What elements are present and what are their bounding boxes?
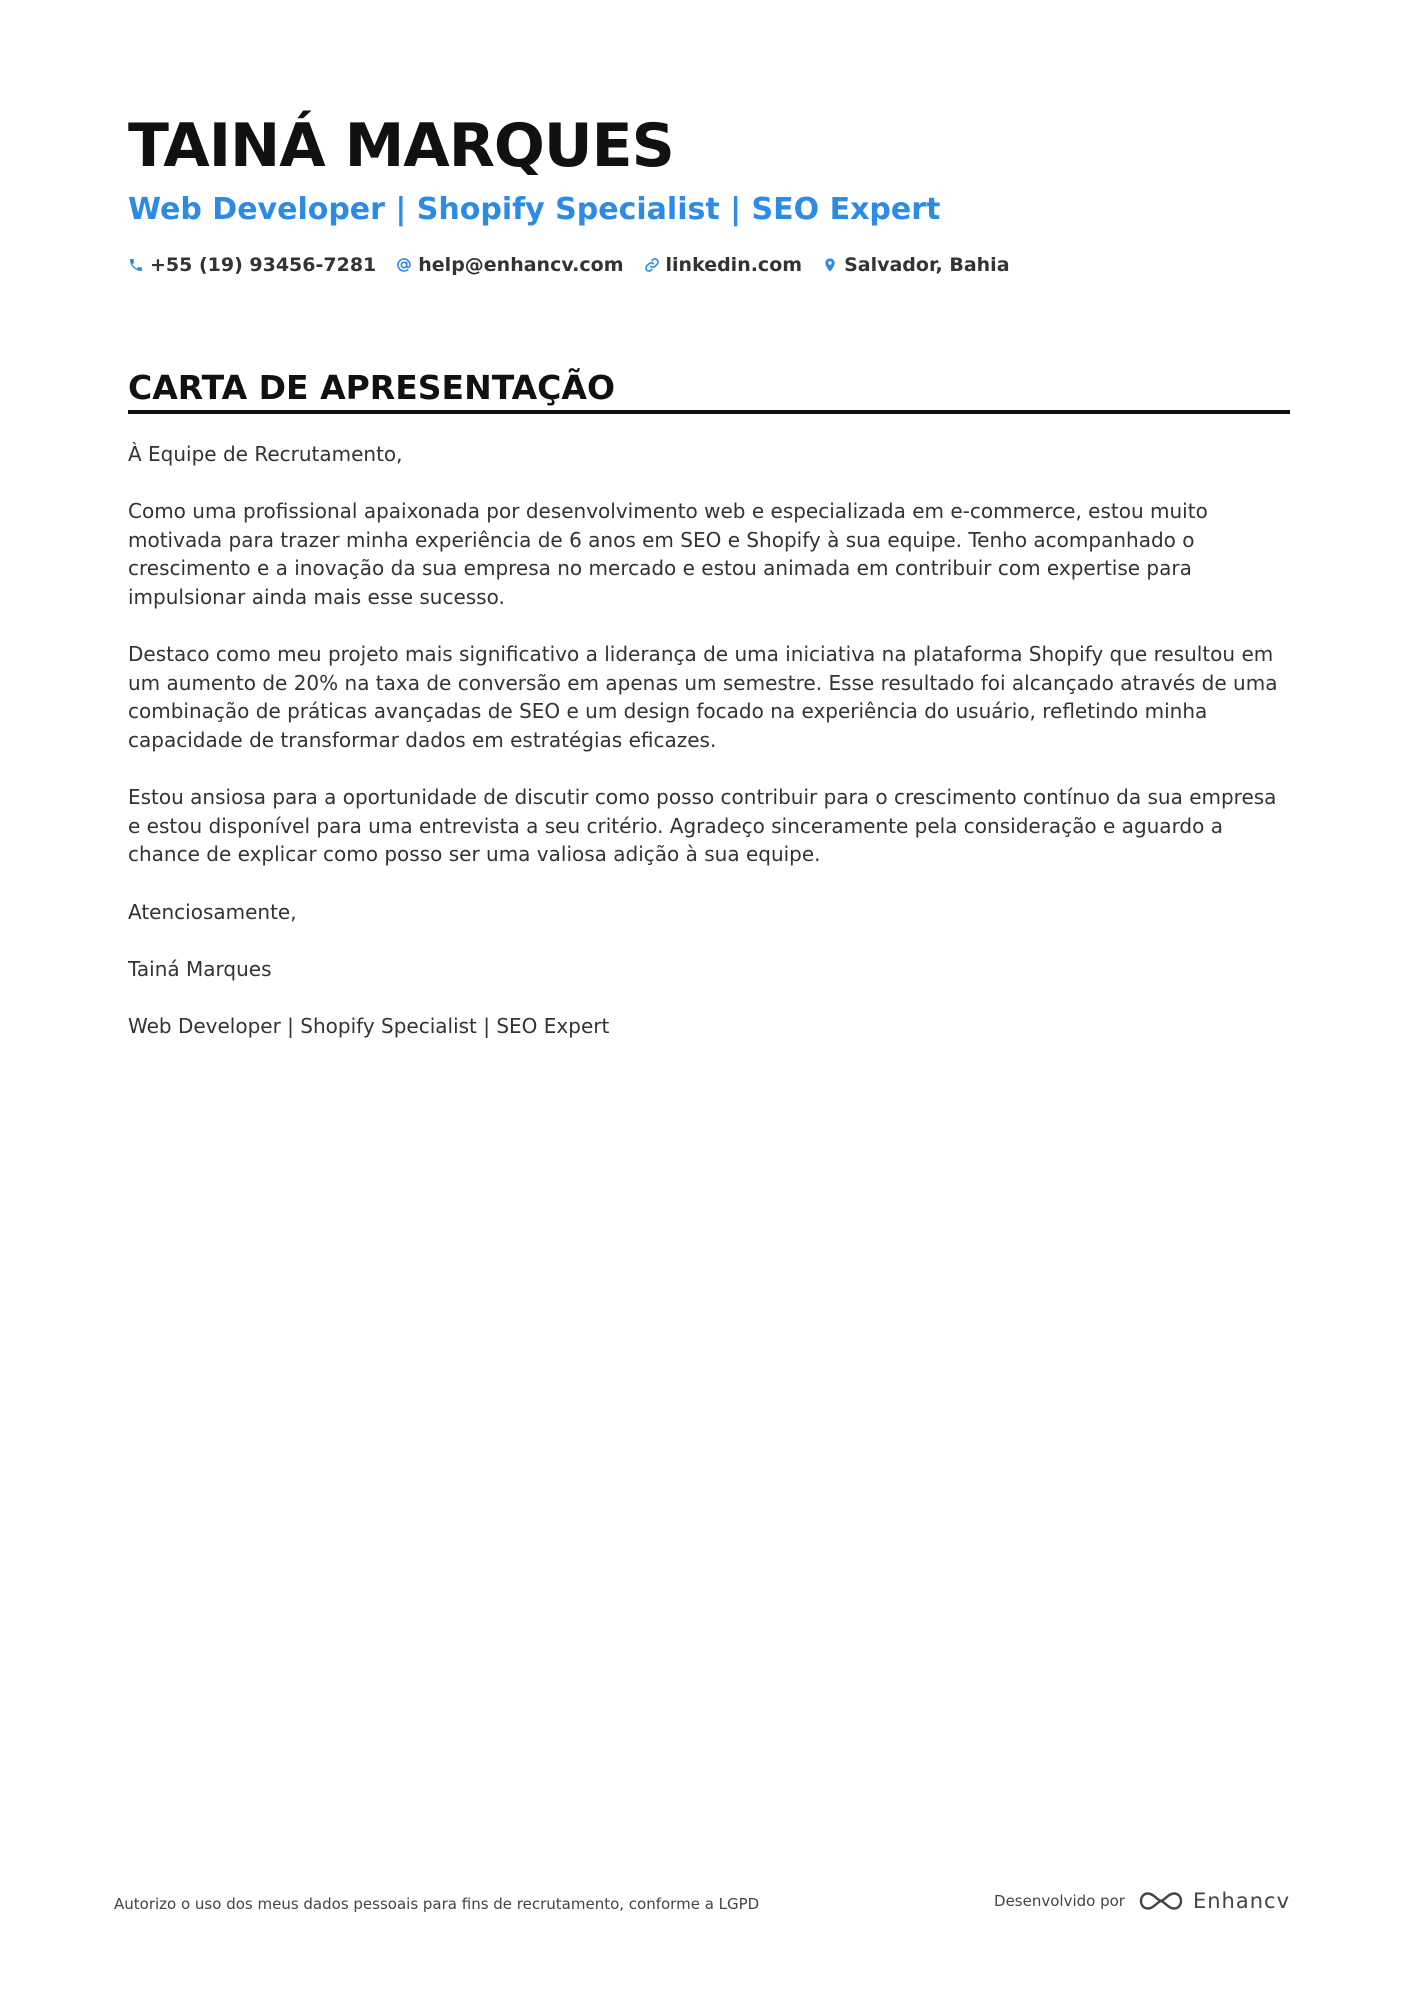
contact-email-text[interactable]: help@enhancv.com xyxy=(418,254,624,276)
signature-title: Web Developer | Shopify Specialist | SEO Expert xyxy=(128,1013,610,1038)
letter-paragraph-3: Estou ansiosa para a oportunidade de discutir como posso contribuir para o crescimento contínuo da sua empresa e estou disponível para uma entrevista a seu critério. Agradeço sinceramente pela consideração e aguardo a chance de explicar como posso ser uma valiosa adição à sua equipe. xyxy=(128,785,1277,867)
candidate-name: TAINÁ MARQUES xyxy=(128,111,674,181)
consent-notice: Autorizo o uso dos meus dados pessoais para fins de recrutamento, conforme a LGPD xyxy=(114,1895,760,1913)
phone-icon xyxy=(128,257,144,273)
powered-by[interactable] xyxy=(994,1888,1290,1914)
map-pin-icon xyxy=(822,257,838,273)
brand-logo[interactable] xyxy=(1137,1888,1290,1914)
powered-by-label: Desenvolvido por xyxy=(994,1892,1125,1910)
at-sign-icon xyxy=(396,257,412,273)
letter-closing: Atenciosamente, xyxy=(128,899,297,924)
contact-bar xyxy=(128,254,1010,276)
letter-greeting: À Equipe de Recrutamento, xyxy=(128,442,403,466)
link-icon xyxy=(644,257,660,273)
contact-link[interactable] xyxy=(644,254,803,276)
contact-phone xyxy=(128,254,376,276)
letter-paragraph-1: Como uma profissional apaixonada por desenvolvimento web e especializada em e-commerce, estou muito motivada para trazer minha experiência de 6 anos em SEO e Shopify à sua equipe. Tenho acompanhado o crescimento e a inovação da sua empresa no mercado e estou animada em contribuir com expertise para impulsionar ainda mais esse sucesso. xyxy=(128,499,1208,609)
section-divider xyxy=(128,410,1290,414)
contact-link-text[interactable]: linkedin.com xyxy=(665,254,803,276)
contact-email[interactable] xyxy=(396,254,623,276)
brand-name: Enhancv xyxy=(1192,1889,1290,1913)
candidate-headline: Web Developer | Shopify Specialist | SEO Expert xyxy=(128,192,941,227)
contact-location-text: Salvador, Bahia xyxy=(844,254,1010,276)
contact-location xyxy=(822,254,1009,276)
signature-name: Tainá Marques xyxy=(128,956,272,981)
enhancv-logo-icon xyxy=(1137,1888,1185,1914)
letter-body xyxy=(128,440,1290,1069)
contact-phone-text: +55 (19) 93456-7281 xyxy=(150,254,377,276)
section-title: CARTA DE APRESENTAÇÃO xyxy=(128,368,615,407)
letter-paragraph-2: Destaco como meu projeto mais significativo a liderança de uma iniciativa na plataforma Shopify que resultou em um aumento de 20% na taxa de conversão em apenas um semestre. Esse resultado foi alcançado através de uma combinação de práticas avançadas de SEO e um design focado na experiência do usuário, refletindo minha capacidade de transformar dados em estratégias eficazes. xyxy=(128,642,1278,752)
